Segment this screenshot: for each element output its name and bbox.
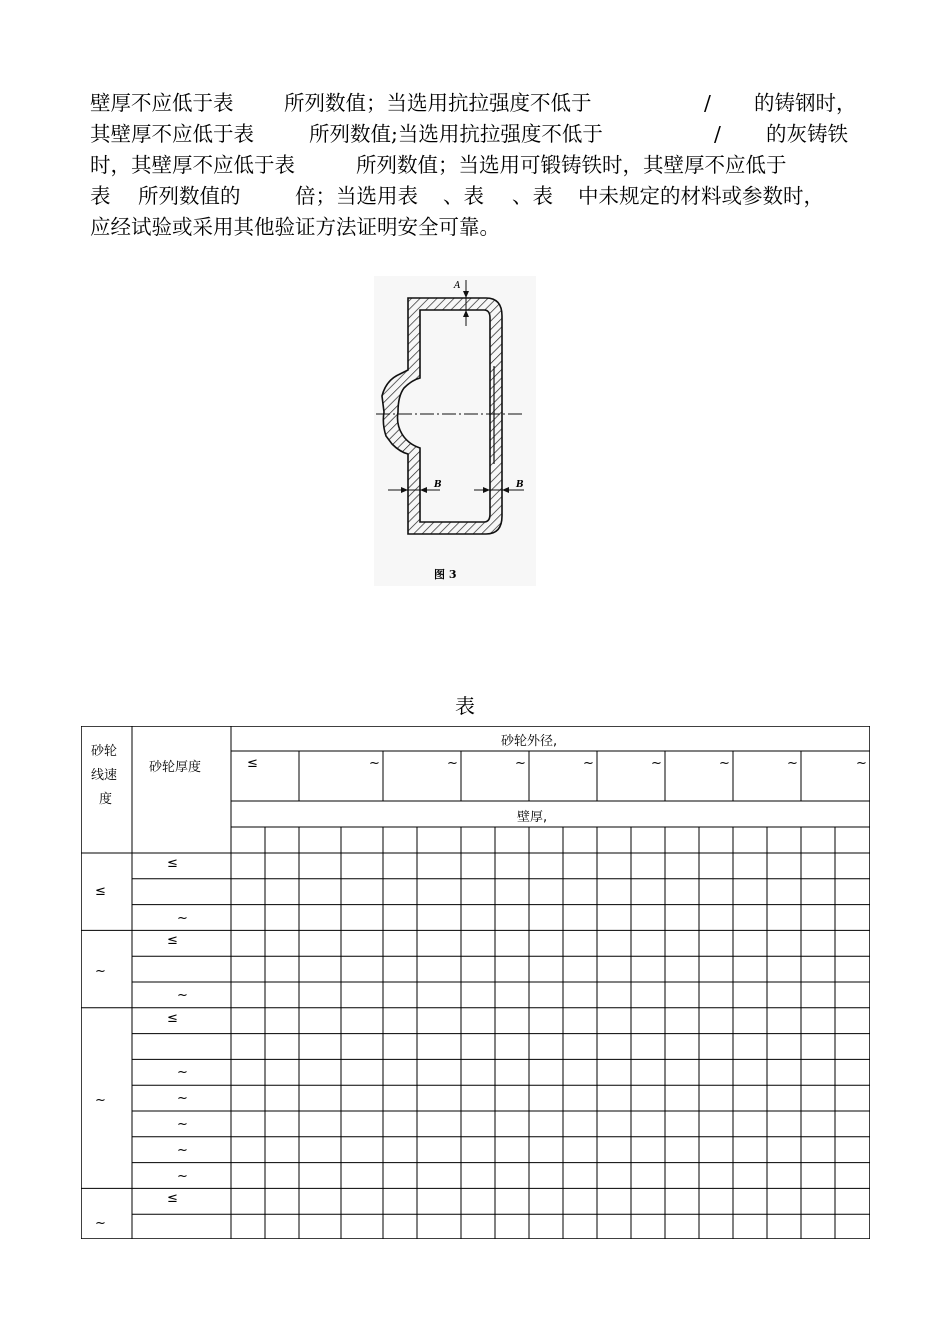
col1-header-l1: 砂轮 — [91, 744, 118, 759]
wall-thickness-table — [81, 726, 870, 1239]
diameter-col-header: ~ — [787, 756, 798, 771]
text-run: 应经试验或采用其他验证方法证明安全可靠。 — [90, 215, 500, 239]
text-run: 、表 — [443, 184, 484, 208]
diameter-col-header: ~ — [515, 756, 526, 771]
thickness-label: ~ — [177, 988, 188, 1003]
col2-header: 砂轮厚度 — [149, 760, 202, 775]
col1-header-l2: 线速 — [91, 768, 118, 783]
thickness-label: ~ — [177, 1065, 188, 1081]
text-run: 中未规定的材料或参数时， — [578, 184, 824, 208]
para-line-3 — [90, 148, 860, 182]
diameter-col-header: ~ — [447, 756, 458, 771]
speed-label: ~ — [95, 964, 106, 980]
thickness-label: ≤ — [167, 933, 178, 949]
para-line-1 — [90, 86, 860, 120]
thickness-label: ≤ — [167, 1010, 178, 1026]
text-run: 所列数值;当选用抗拉强度不低于 — [309, 122, 603, 146]
text-run: 倍；当选用表 — [295, 184, 418, 208]
thickness-label: ≤ — [167, 856, 178, 871]
diameter-col-header: ~ — [583, 756, 594, 771]
para-line-5 — [90, 210, 860, 244]
text-run: 的铸钢时， — [754, 91, 857, 115]
thickness-label: ~ — [177, 910, 188, 926]
text-run: 的灰铸铁 — [766, 122, 848, 146]
diameter-col-header: ~ — [856, 756, 867, 771]
thickness-label: ~ — [177, 1091, 188, 1107]
text-run: 所列数值的 — [138, 184, 241, 208]
para-line-2 — [90, 117, 860, 151]
text-run: 其壁厚不应低于表 — [90, 122, 254, 146]
diameter-col-header: ~ — [369, 756, 380, 771]
thickness-label: ~ — [177, 1117, 188, 1132]
diameter-col-header: ~ — [651, 756, 662, 771]
table-grid — [81, 726, 870, 1239]
label-b-right: B — [516, 480, 524, 490]
label-a: A — [454, 281, 461, 291]
outer-diameter-header: 砂轮外径, — [501, 734, 558, 749]
thickness-label: ~ — [177, 1168, 188, 1184]
label-b-left: B — [434, 480, 442, 490]
thickness-label: ≤ — [167, 1191, 178, 1207]
wall-thickness-header: 壁厚, — [517, 810, 548, 825]
speed-label: ~ — [95, 1216, 106, 1231]
diameter-col-header: ≤ — [247, 756, 258, 771]
thickness-label: ~ — [177, 1142, 188, 1158]
speed-label: ~ — [95, 1093, 106, 1109]
text-run: 时，其壁厚不应低于表 — [90, 153, 295, 177]
figure-3 — [374, 276, 536, 586]
para-line-4 — [90, 179, 860, 213]
text-run: / — [714, 122, 721, 146]
table-title: 表 — [455, 694, 475, 718]
figure-caption: 图 3 — [434, 568, 457, 581]
text-run: 表 — [90, 184, 111, 208]
text-run: 壁厚不应低于表 — [90, 91, 234, 115]
text-run: 所列数值；当选用抗拉强度不低于 — [284, 91, 592, 115]
text-run: 、表 — [512, 184, 553, 208]
text-run: 所列数值；当选用可锻铸铁时，其壁厚不应低于 — [356, 153, 787, 177]
speed-label: ≤ — [95, 884, 106, 899]
guard-cross-section-drawing — [374, 276, 536, 586]
text-run: / — [704, 91, 711, 115]
col1-header-l3: 度 — [99, 792, 113, 807]
diameter-col-header: ~ — [719, 756, 730, 771]
